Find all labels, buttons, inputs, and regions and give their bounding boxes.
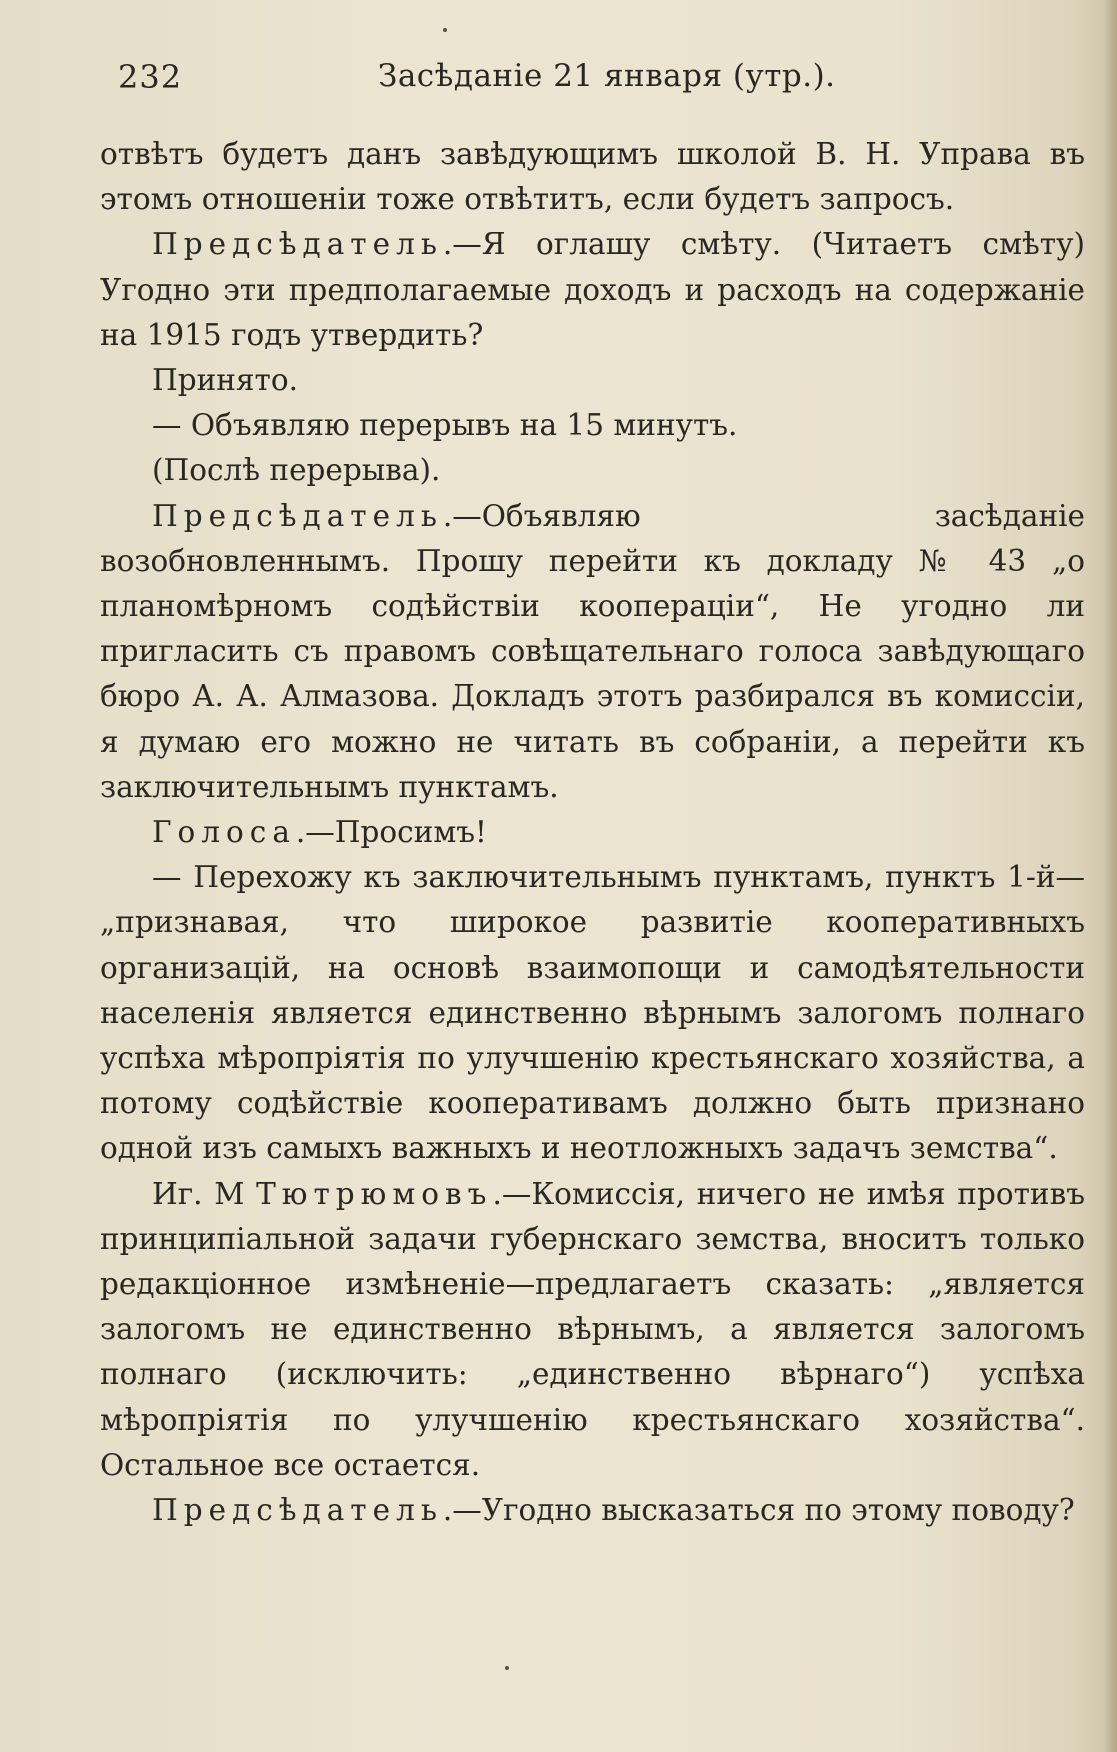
print-speck [443, 28, 447, 32]
paragraph [100, 403, 1085, 448]
running-head: Засѣданіе 21 января (утр.). [378, 58, 836, 94]
speaker-name: Тютрюмовъ [256, 1176, 493, 1211]
paragraph [100, 132, 1085, 222]
speaker-name: Голоса [152, 815, 296, 850]
paragraph [100, 1488, 1085, 1533]
print-speck [505, 1666, 509, 1670]
paragraph-text: .—Комиссія, ничего не имѣя противъ принципіальной задачи губернскаго земства, вноситъ только редакціонное измѣненіе—предлагаетъ сказать: „является залогомъ не единственно вѣрнымъ, а является залогомъ полнаго (исключить: „единственно вѣрнаго“) успѣха мѣропріятія по улучшенію крестьянскаго хозяйства“. Остальное все остается. [100, 1176, 1085, 1482]
speaker-prefix: Иг. М [152, 1176, 257, 1211]
paragraph-text: Принято. [152, 363, 299, 398]
paragraph-text: (Послѣ перерыва). [152, 453, 441, 488]
paragraph [100, 358, 1085, 403]
paragraph [100, 1172, 1085, 1488]
speaker-name: Предсѣдатель [152, 498, 443, 533]
paragraph-text: .—Объявляю засѣданіе возобновленнымъ. Прошу перейти къ докладу № 43 „о планомѣрномъ содѣйствіи кооперацiи“, Не угодно ли пригласить съ правомъ совѣщательнаго голоса завѣдующаго бюро А. А. Алмазова. Докладъ этотъ разбирался въ комиссіи, я думаю его можно не читать въ собраніи, а перейти къ заключительнымъ пунктамъ. [100, 498, 1085, 804]
page-edge-shadow [1103, 0, 1117, 1752]
paragraph-text: — Объявляю перерывъ на 15 минутъ. [152, 408, 738, 443]
paragraph-text: — Перехожу къ заключительнымъ пунктамъ, пунктъ 1-й—„признавая, что широкое развитіе кооперативныхъ организацій, на основѣ взаимопощи и самодѣятельности населенія является единственно вѣрнымъ залогомъ полнаго успѣха мѣропріятія по улучшенію крестьянскаго хозяйства, а потому содѣйствіе кооперативамъ должно быть признано одной изъ самыхъ важныхъ и неотложныхъ задачъ земства“. [100, 860, 1085, 1166]
paragraph-text: .—Угодно высказаться по этому поводу? [442, 1493, 1075, 1528]
paragraph-text: .—Я оглашу смѣту. (Читаетъ смѣту) Угодно эти предполагаемые доходъ и расходъ на содержаніе на 1915 годъ утвердить? [100, 227, 1085, 352]
paragraph [100, 448, 1085, 493]
paragraph-text: .—Просимъ! [295, 815, 487, 850]
page-number: 232 [118, 58, 183, 96]
paragraph [100, 222, 1085, 358]
paragraph [100, 855, 1085, 1171]
speaker-name: Предсѣдатель [152, 227, 443, 262]
speaker-name: Предсѣдатель [152, 1493, 443, 1528]
page-body [100, 132, 1085, 1533]
paragraph [100, 494, 1085, 810]
paragraph [100, 810, 1085, 855]
page-header [118, 58, 1018, 108]
paragraph-text: отвѣтъ будетъ данъ завѣдующимъ школой В. Н. Управа въ этомъ отношеніи тоже отвѣтитъ, если будетъ запросъ. [100, 137, 1085, 217]
